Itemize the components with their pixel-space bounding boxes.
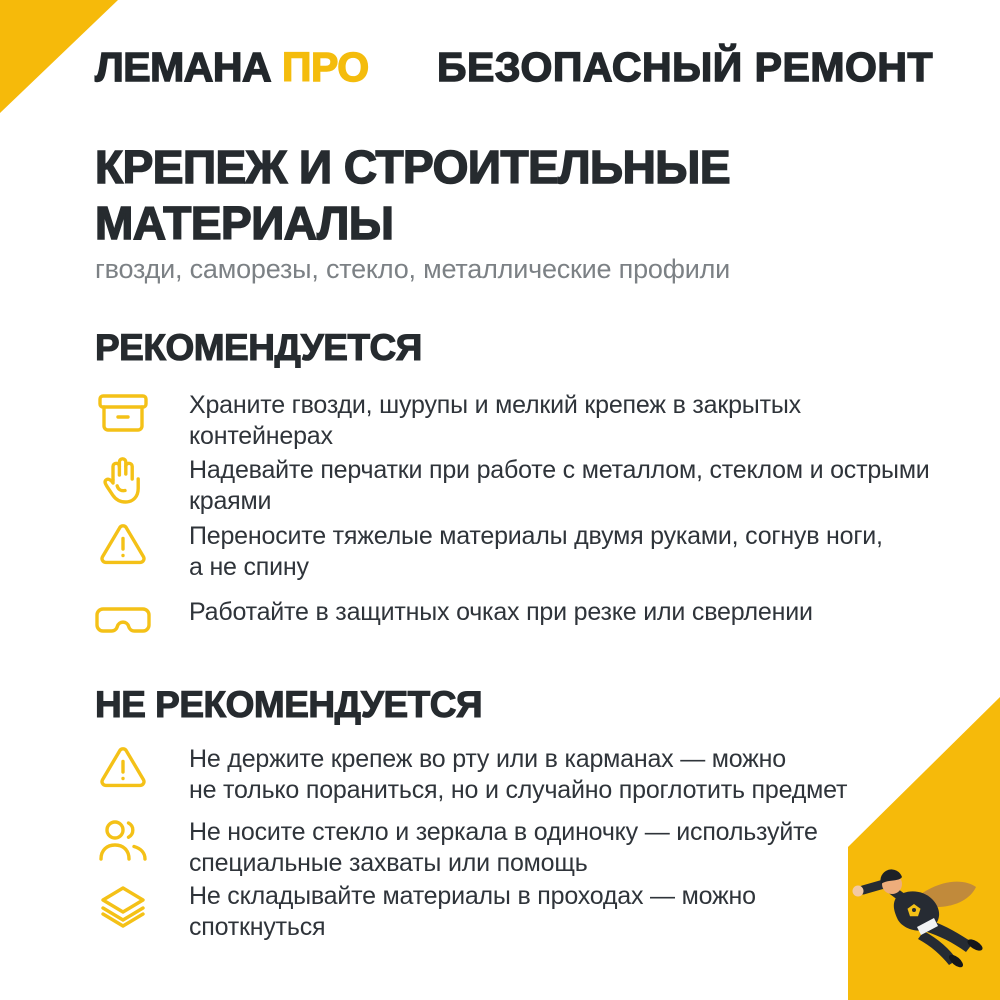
list-item [95, 743, 847, 806]
page-subtitle: гвозди, саморезы, стекло, металлические профили [95, 254, 731, 284]
brand-logo [95, 44, 369, 91]
list-item-text: Не носите стекло и зеркала в одиночку — используйте специальные захваты или помощь [189, 818, 818, 877]
list-item [95, 596, 813, 646]
section-recommended-heading: РЕКОМЕНДУЕТСЯ [95, 327, 422, 368]
list-item-text: Храните гвозди, шурупы и мелкий крепеж в закрытых контейнерах [189, 391, 801, 450]
list-item-text: Работайте в защитных очках при резке или сверлении [189, 598, 813, 626]
two-people-icon [95, 816, 151, 866]
section-not-recommended-heading: НЕ РЕКОМЕНДУЕТСЯ [95, 684, 483, 725]
brand-logo-accent: ПРО [282, 44, 369, 90]
list-item-text: Не складывайте материалы в проходах — можно споткнуться [189, 882, 756, 941]
page-title [95, 139, 730, 251]
storage-box-icon [95, 389, 151, 439]
list-item [95, 816, 818, 879]
list-item-text: Надевайте перчатки при работе с металлом, стеклом и острыми краями [189, 456, 930, 515]
list-item [95, 454, 930, 517]
brand-logo-primary: ЛЕМАНА [95, 44, 272, 90]
list-item [95, 389, 801, 452]
page-title-line2: МАТЕРИАЛЫ [95, 197, 394, 249]
safety-goggles-icon [95, 596, 151, 646]
list-item-text: Переносите тяжелые материалы двумя руками, согнув ноги, а не спину [189, 522, 883, 581]
warning-triangle-icon [95, 743, 151, 793]
layers-icon [95, 884, 151, 934]
list-item [95, 880, 756, 943]
corner-wedge-bottom-right [750, 690, 1000, 1000]
page-title-line1: КРЕПЕЖ И СТРОИТЕЛЬНЫЕ [95, 141, 731, 193]
list-item [95, 520, 883, 583]
list-item-text: Не держите крепеж во рту или в карманах — можно не только пораниться, но и случайно проглотить предмет [189, 745, 848, 804]
header-title: БЕЗОПАСНЫЙ РЕМОНТ [437, 44, 934, 90]
hand-icon [95, 454, 151, 504]
warning-triangle-icon [95, 520, 151, 570]
